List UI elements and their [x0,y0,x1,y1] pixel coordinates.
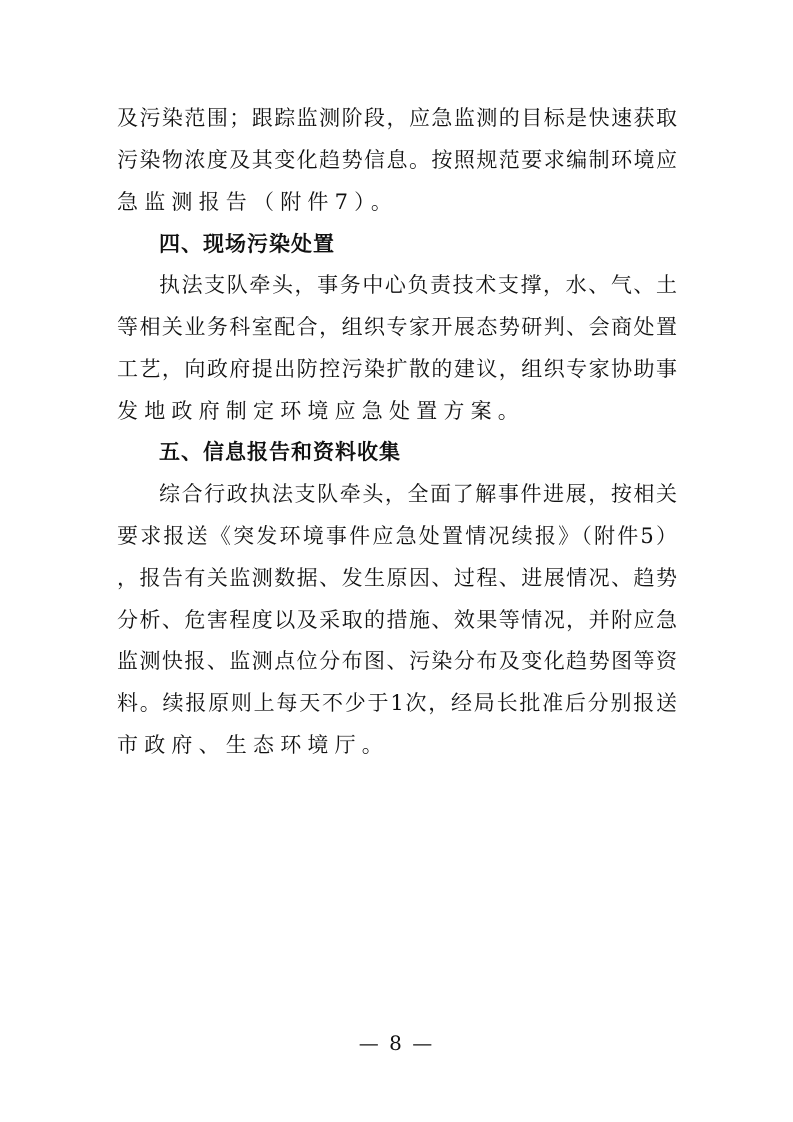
body-line-2: 污染物浓度及其变化趋势信息。按照规范要求编制环境应 [117,148,677,172]
body-line-1: 及污染范围；跟踪监测阶段，应急监测的目标是快速获取 [117,106,677,130]
section5-line-7: 市政府、生态环境厅。 [117,733,389,757]
body-line-3: 急监测报告（附件7）。 [117,190,399,214]
section5-line-1: 综合行政执法支队牵头，全面了解事件进展，按相关 [159,482,677,506]
section-heading-4: 四、现场污染处置 [159,232,335,256]
section4-line-2: 等相关业务科室配合，组织专家开展态势研判、会商处置 [117,315,677,339]
section5-line-3: ，报告有关监测数据、发生原因、过程、进展情况、趋势 [117,566,677,590]
section4-line-1: 执法支队牵头，事务中心负责技术支撑，水、气、土 [159,273,677,297]
section5-line-4: 分析、危害程度以及采取的措施、效果等情况，并附应急 [117,608,677,632]
section5-line-2: 要求报送《突发环境事件应急处置情况续报》（附件5） [117,524,677,548]
section4-line-3: 工艺，向政府提出防控污染扩散的建议，组织专家协助事 [117,357,677,381]
section5-line-5: 监测快报、监测点位分布图、污染分布及变化趋势图等资 [117,649,677,673]
section5-line-6: 料。续报原则上每天不少于1次，经局长批准后分别报送 [117,691,677,715]
section4-line-4: 发地政府制定环境应急处置方案。 [117,399,525,423]
section-heading-5: 五、信息报告和资料收集 [159,440,401,464]
page-number: — 8 — [358,1031,435,1055]
